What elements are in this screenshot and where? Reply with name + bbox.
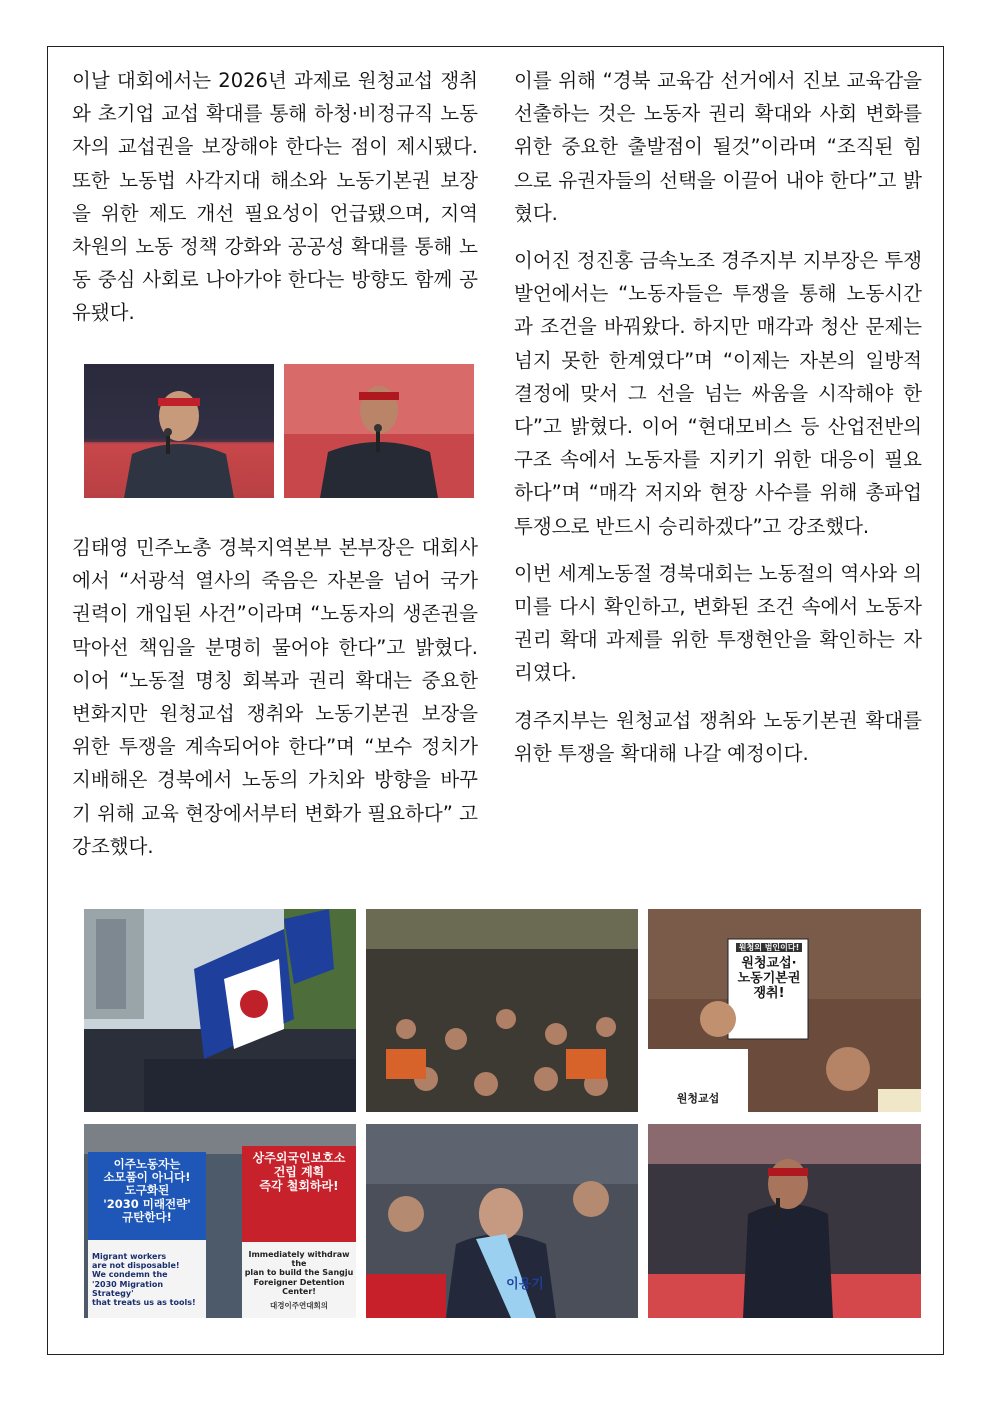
crowd-photo xyxy=(366,909,638,1112)
detention-sign-korean: 상주외국인보호소 건립 계획 즉각 철회하라! xyxy=(252,1151,346,1193)
paragraph: 경주지부는 원청교섭 쟁취와 노동기본권 확대를 위한 투쟁을 확대해 나갈 예정이다. xyxy=(514,708,922,765)
migrant-sign-english: Migrant workers are not disposable! We condemn the '2030 Migration Strategy' that treats us as tools! xyxy=(92,1252,196,1307)
paragraph: 이어진 정진홍 금속노조 경주지부 지부장은 투쟁발언에서는 “노동자들은 투쟁을 통해 노동시간과 조건을 바꿔왔다. 하지만 매각과 청산 문제는 넘지 못한 한계였다”며 “이제는 자본의 일방적 결정에 맞서 그 선을 넘는 싸움을 시작해야 한다”고 밝혔다. 이어 “현대모비스 등 산업전반의 구조 속에서 노동자를 지키기 위한 대응이 필요하다”며 “매각 저지와 현장 사수를 위해 총파업 투쟁으로 반드시 승리하겠다”고 강조했다. xyxy=(514,249,922,538)
paragraph: 이를 위해 “경북 교육감 선거에서 진보 교육감을 선출하는 것은 노동자 권리 확대와 사회 변화를 위한 중요한 출발점이 될것”이라며 “조직된 힘으로 유권자들의 선택을 이끌어 내야 한다”고 밝혔다. xyxy=(514,69,922,225)
article-left-bottom xyxy=(72,531,478,877)
migrant-sign-korean: 이주노동자는 소모품이 아니다! 도구화된 '2030 미래전략' 규탄한다! xyxy=(103,1157,191,1224)
speaker-photo-1 xyxy=(84,364,274,498)
paragraph: 이번 세계노동절 경북대회는 노동절의 역사와 의미를 다시 확인하고, 변화된 조건 속에서 노동자 권리 확대 과제를 위한 투쟁현안을 확인하는 자리였다. xyxy=(514,561,922,685)
sign-bottom-text: 원청교섭 xyxy=(676,1092,720,1105)
candidate-sash-text: 이용기 xyxy=(506,1277,544,1292)
speaker-photo-2 xyxy=(284,364,474,498)
article-right xyxy=(514,64,922,784)
paragraph: 김태영 민주노총 경북지역본부 본부장은 대회사에서 “서광석 열사의 죽음은 자본을 넘어 국가 권력이 개입된 사건”이라며 “노동자의 생존권을 막아선 책임을 분명히 물어야 한다”고 밝혔다. 이어 “노동절 명칭 회복과 권리 확대는 중요한 변화지만 원청교섭 쟁취와 노동기본권 보장을 위한 투쟁을 계속되어야 한다”며 “보수 정치가 지배해온 경북에서 노동의 가치와 방향을 바꾸기 위해 교육 현장에서부터 변화가 필요하다” 고 강조했다. xyxy=(72,536,478,858)
paragraph: 이날 대회에서는 2026년 과제로 원청교섭 쟁취와 초기업 교섭 확대를 통해 하청·비정규직 노동자의 교섭권을 보장해야 한다는 점이 제시됐다. 또한 노동법 사각지대 해소와 노동기본권 보장을 위한 제도 개선 필요성이 언급됐으며, 지역 차원의 노동 정책 강화와 공공성 확대를 통해 노동 중심 사회로 나아가야 한다는 방향도 함께 공유됐다. xyxy=(72,69,478,325)
sign-main-text: 원청교섭· 노동기본권 쟁취! xyxy=(737,956,801,1001)
march-flags-photo xyxy=(84,909,356,1112)
detention-sign-org: 대경이주연대회의 xyxy=(270,1301,328,1310)
speaker-photo-3 xyxy=(648,1124,921,1318)
migrant-signs-photo xyxy=(84,1124,356,1318)
sign-top-text: 원청의 범인이다! xyxy=(736,943,802,952)
sign-crowd-photo xyxy=(648,909,921,1112)
candidate-march-photo xyxy=(366,1124,638,1318)
detention-sign-english: Immediately withdraw the plan to build the Sangju Foreigner Detention Center! xyxy=(244,1250,354,1296)
article-left-top xyxy=(72,64,478,344)
